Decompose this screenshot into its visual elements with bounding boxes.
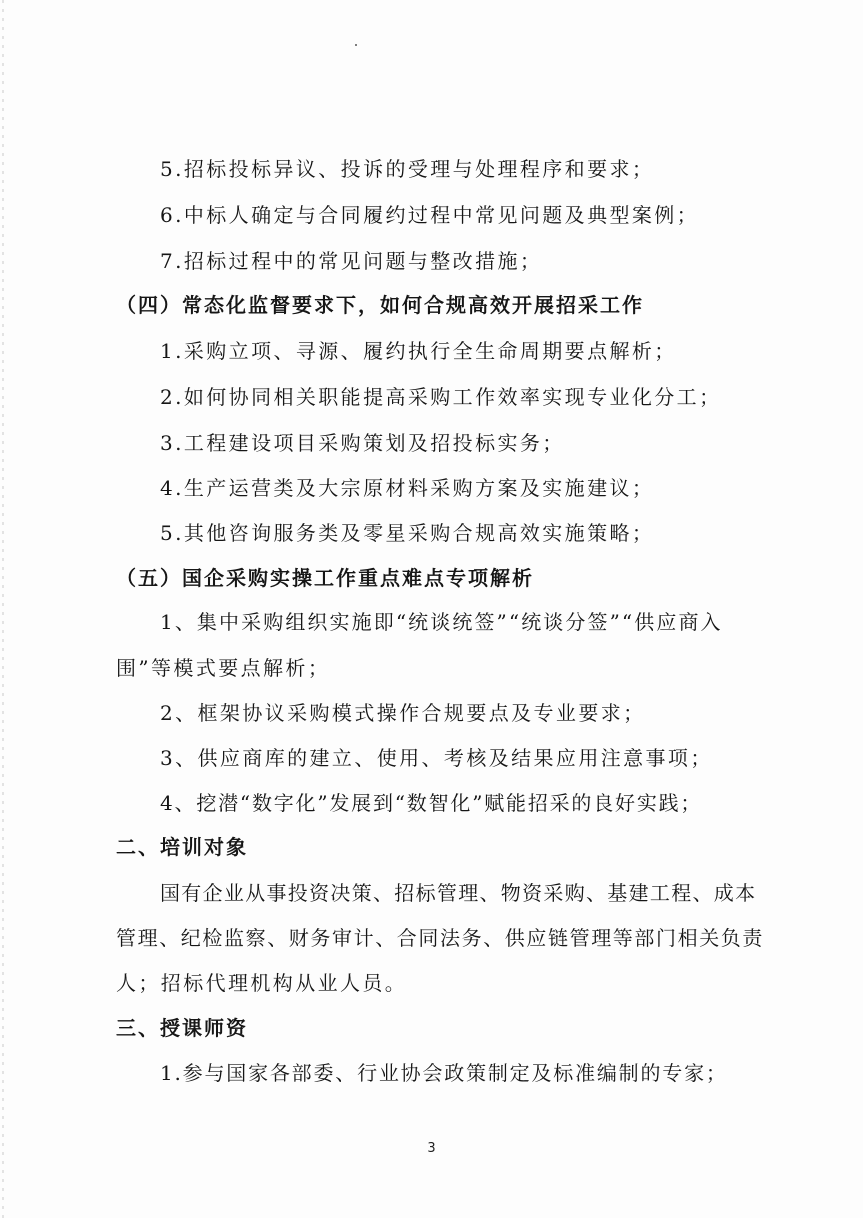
text-line: 5.招标投标异议、投诉的受理与处理程序和要求； [160, 157, 655, 181]
section-heading: 二、培训对象 [116, 835, 248, 859]
text-line: 4、挖潜“数字化”发展到“数智化”赋能招采的良好实践； [160, 791, 703, 815]
section-heading: （五）国企采购实操工作重点难点专项解析 [116, 566, 534, 590]
scan-dot [355, 44, 357, 46]
section-heading: （四）常态化监督要求下，如何合规高效开展招采工作 [116, 293, 644, 317]
text-line: 7.招标过程中的常见问题与整改措施； [160, 249, 543, 273]
text-line: 3、供应商库的建立、使用、考核及结果应用注意事项； [160, 746, 713, 770]
text-line: 5.其他咨询服务类及零星采购合规高效实施策略； [160, 521, 655, 545]
text-line: 6.中标人确定与合同履约过程中常见问题及典型案例； [160, 203, 700, 227]
text-line: 2、框架协议采购模式操作合规要点及专业要求； [160, 701, 646, 725]
text-line: 围”等模式要点解析； [116, 656, 331, 680]
text-line: 1.参与国家各部委、行业协会政策制定及标准编制的专家； [160, 1061, 728, 1085]
text-line: 1、集中采购组织实施即“统谈统签”“统谈分签”“供应商入 [160, 610, 723, 634]
text-line: 1.采购立项、寻源、履约执行全生命周期要点解析； [160, 339, 677, 363]
text-line: 国有企业从事投资决策、招标管理、物资采购、基建工程、成本 [160, 881, 757, 905]
text-line: 4.生产运营类及大宗原材料采购方案及实施建议； [160, 476, 655, 500]
text-line: 管理、纪检监察、财务审计、合同法务、供应链管理等部门相关负责 [116, 926, 764, 950]
section-heading: 三、授课师资 [116, 1016, 248, 1040]
text-line: 3.工程建设项目采购策划及招投标实务； [160, 431, 565, 455]
text-line: 人；招标代理机构从业人员。 [116, 971, 408, 995]
page-number: 3 [427, 1141, 436, 1156]
text-line: 2.如何协同相关职能提高采购工作效率实现专业化分工； [160, 385, 722, 409]
scan-edge-mark [2, 0, 4, 1218]
